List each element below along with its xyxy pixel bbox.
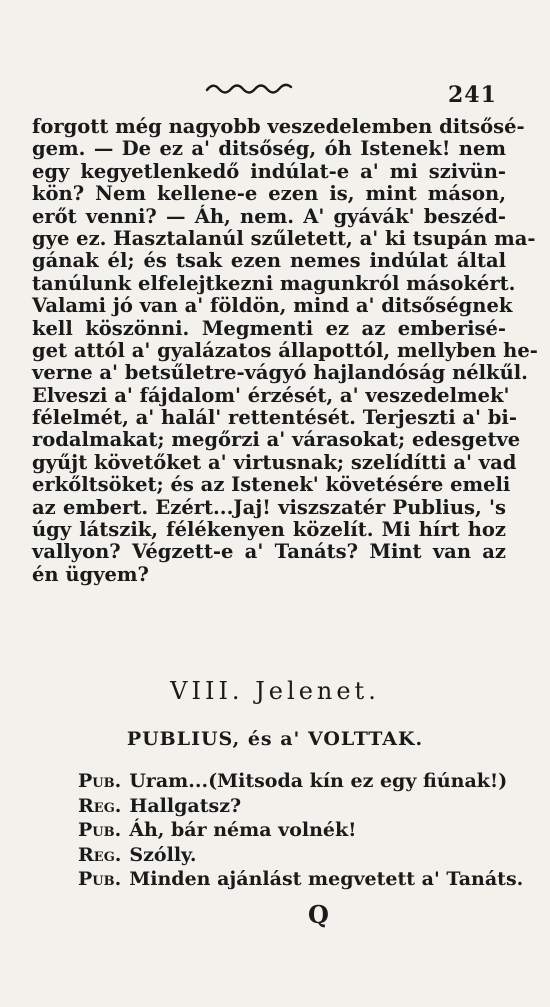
dialogue-text: Szólly.: [129, 843, 197, 866]
dialogue-line: [78, 867, 524, 892]
dialogue-line: [78, 843, 518, 868]
text-line: Elveszi a' fájdalom' érzését, a' veszedelmek': [32, 383, 510, 407]
text-line: kön? Nem kellene-e ezen is, mint máson,: [32, 182, 506, 206]
text-line: én ügyem?: [32, 562, 149, 586]
ornament-icon: [205, 80, 295, 96]
dialogue-line: [78, 769, 518, 794]
speaker-name: Reg.: [78, 843, 122, 866]
text-line: úgy látszik, félékenyen közelít. Mi hírt hoz: [32, 518, 506, 542]
scene-heading: VIII. Jelenet.: [170, 677, 380, 705]
dialogue-text: Áh, bár néma volnék!: [129, 819, 357, 841]
speaker-name: Reg.: [78, 794, 122, 817]
text-line: az embert. Ezért...Jaj! viszszatér Publius, 's: [32, 495, 506, 519]
page-number: 241: [448, 82, 497, 108]
dialogue: [78, 769, 524, 892]
dialogue-text: Minden ajánlást megvetett a' Tanáts.: [129, 868, 524, 890]
speaker-name: Pub.: [78, 868, 122, 890]
text-line: gye ez. Hasztalanúl szűletett, a' ki tsupán ma-: [32, 226, 536, 250]
dialogue-line: [78, 818, 518, 843]
text-line: get attól a' gyalázatos állapottól, mellyben he-: [32, 338, 538, 362]
text-line: erkőltsöket; és az Istenek' követésére emeli: [32, 473, 511, 497]
text-line: tanúlunk elfelejtkezni magunkról másokért.: [32, 271, 516, 295]
text-line: gyűjt követőket a' virtusnak; szelídítti a' vad: [32, 450, 517, 474]
dialogue-line: [78, 794, 518, 819]
text-line: kell köszönni. Megmenti ez az emberisé-: [32, 316, 506, 340]
text-line: erőt venni? — Áh, nem. A' gyávák' beszéd-: [32, 204, 506, 228]
dialogue-text: Hallgatsz?: [129, 794, 242, 817]
text-line: rodalmakat; megőrzi a' várasokat; edesgetve: [32, 428, 521, 452]
text-line: vallyon? Végzett-e a' Tanáts? Mint van az: [32, 540, 506, 564]
text-line: gának él; és tsak ezen nemes indúlat által: [32, 249, 506, 273]
dialogue-text: Uram...(Mitsoda kín ez egy fiúnak!): [129, 770, 508, 792]
speaker-name: Pub.: [78, 819, 122, 841]
text-line: félelmét, a' halál' rettentését. Terjeszti a' bi-: [32, 406, 517, 430]
text-line: verne a' betsűletre-vágyó hajlandóság nélkűl.: [32, 361, 528, 385]
text-line: gem. — De ez a' ditsőség, óh Istenek! nem: [32, 137, 506, 161]
text-line: Valami jó van a' földön, mind a' ditsőségnek: [32, 294, 513, 318]
scene-characters: PUBLIUS, és a' VOLTTAK.: [126, 728, 424, 750]
text-line: forgott még nagyobb veszedelemben ditsősé-: [32, 115, 525, 138]
speaker-name: Pub.: [78, 770, 122, 792]
text-line: egy kegyetlenkedő indúlat-e a' mi szivün-: [32, 159, 506, 183]
body-text: [32, 115, 538, 586]
signature-mark: Q: [308, 900, 329, 929]
